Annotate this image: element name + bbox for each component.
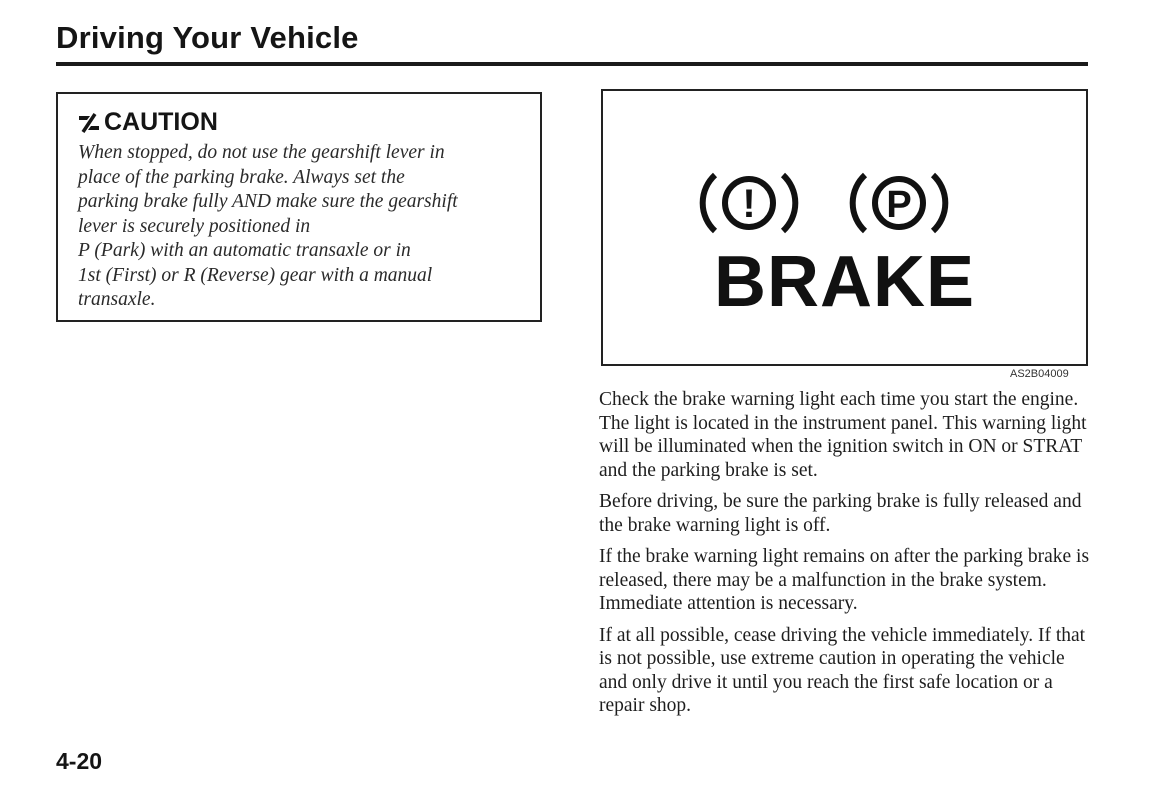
body-text <box>599 388 1091 726</box>
paragraph: Check the brake warning light each time you start the engine. The light is located in the instrument panel. This warning light will be illuminated when the ignition switch in ON or STRAT and the parking brake is set. <box>599 389 1087 481</box>
caution-box <box>56 92 542 322</box>
brake-label: BRAKE <box>713 242 975 322</box>
paragraph: If the brake warning light remains on after the parking brake is released, there may be a malfunction in the brake system. Immediate attention is necessary. <box>599 546 1090 614</box>
caution-heading <box>78 108 520 137</box>
brake-exclamation-icon <box>703 175 796 231</box>
paragraph: If at all possible, cease driving the vehicle immediately. If that is not possible, use extreme caution in operating the vehicle and only drive it until you reach the first safe location or a repair shop. <box>599 624 1086 716</box>
parking-brake-icon <box>853 175 946 231</box>
caution-title: CAUTION <box>104 108 218 136</box>
figure-code: AS2B04009 <box>1010 368 1069 380</box>
paragraph: Before driving, be sure the parking brake is fully released and the brake warning light is off. <box>599 491 1082 536</box>
park-symbol: P <box>886 184 912 226</box>
brake-warning-symbols <box>679 163 979 243</box>
page-number: 4-20 <box>56 748 103 774</box>
header-divider <box>56 62 1088 66</box>
caution-slash-icon <box>78 113 100 133</box>
brake-warning-figure <box>601 89 1088 366</box>
page-title: Driving Your Vehicle <box>56 20 359 55</box>
exclamation-symbol: ! <box>742 182 756 226</box>
caution-text: When stopped, do not use the gearshift lever in place of the parking brake. Always set the parking brake fully AND make sure the gearshift lever is securely positioned in P (Park) with an automatic transaxle or in 1st (First) or R (Reverse) gear with a manual transaxle. <box>78 142 458 310</box>
